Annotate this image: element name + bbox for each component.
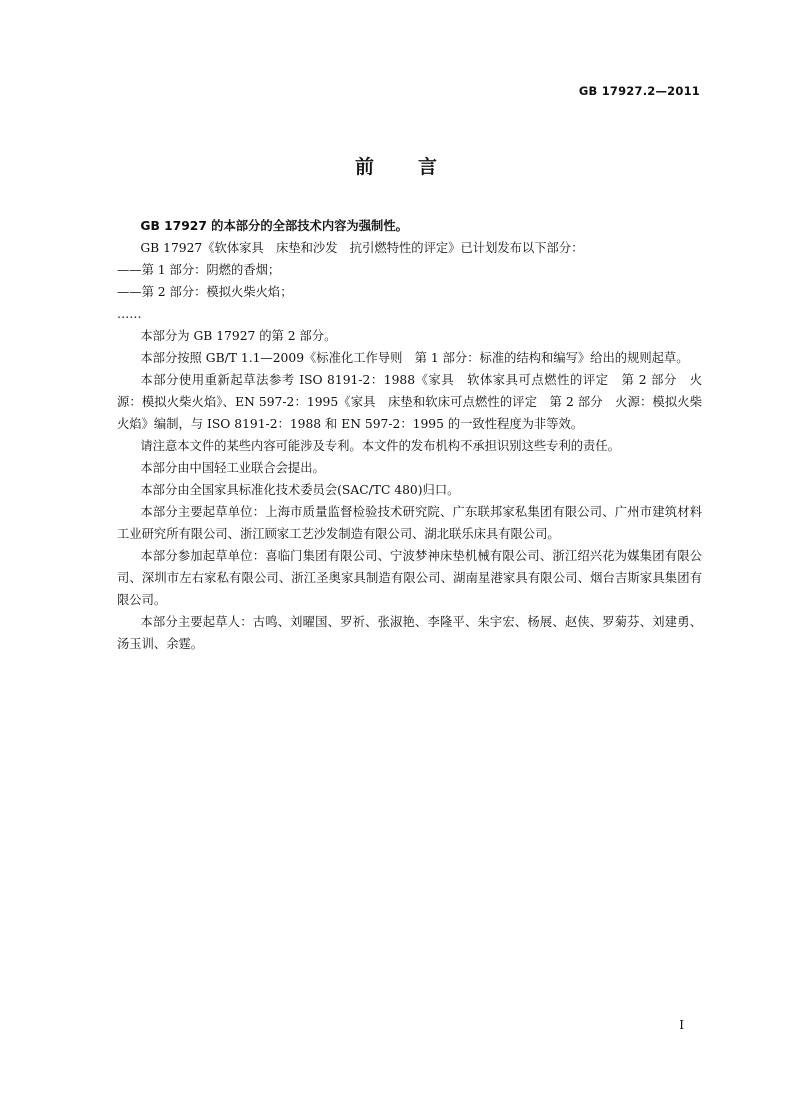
list-item-part2: ——第 2 部分：模拟火柴火焰； <box>117 285 293 299</box>
paragraph-proposer: 本部分由中国轻工业联合会提出。 <box>140 461 325 475</box>
paragraph-parts-intro: GB 17927《软体家具 床垫和沙发 抗引燃特性的评定》已计划发布以下部分： <box>140 241 584 255</box>
paragraph-reference: 本部分使用重新起草法参考 ISO 8191-2：1988《家具 软体家具可点燃性的评定 第 2 部分 火源：模拟火柴火焰》、EN 597-2：1995《家具 床垫和软床可点燃性的评定 第 2 部分 火源：模拟火柴火焰》编制，与 ISO 8191-2：1988 和 EN 597-2：1995 的一致性程度为非等效。 <box>117 373 702 431</box>
paragraph-drafters-names: 本部分主要起草人：古鸣、刘曜国、罗祈、张淑艳、李隆平、朱宇宏、杨展、赵侠、罗菊芬、刘建勇、汤玉训、余霆。 <box>117 615 702 651</box>
document-body <box>117 215 702 655</box>
page-number: I <box>679 1018 684 1032</box>
paragraph-drafting-rules: 本部分按照 GB/T 1.1—2009《标准化工作导则 第 1 部分：标准的结构和编写》给出的规则起草。 <box>140 351 689 365</box>
paragraph-participating-drafters: 本部分参加起草单位：喜临门集团有限公司、宁波梦神床垫机械有限公司、浙江绍兴花为媒集团有限公司、深圳市左右家私有限公司、浙江圣奥家具制造有限公司、湖南星港家具有限公司、烟台吉斯家具集团有限公司。 <box>117 549 702 607</box>
paragraph-mandatory: GB 17927 的本部分的全部技术内容为强制性。 <box>140 219 408 233</box>
paragraph-part-number: 本部分为 GB 17927 的第 2 部分。 <box>140 329 337 343</box>
paragraph-main-drafters: 本部分主要起草单位：上海市质量监督检验技术研究院、广东联邦家私集团有限公司、广州市建筑材料工业研究所有限公司、浙江顾家工艺沙发制造有限公司、湖北联乐床具有限公司。 <box>117 505 702 541</box>
paragraph-patent-notice: 请注意本文件的某些内容可能涉及专利。本文件的发布机构不承担识别这些专利的责任。 <box>140 439 620 453</box>
standard-number: GB 17927.2—2011 <box>578 84 700 98</box>
paragraph-committee: 本部分由全国家具标准化技术委员会(SAC/TC 480)归口。 <box>140 483 460 497</box>
list-item-part1: ——第 1 部分：阴燃的香烟； <box>117 263 281 277</box>
list-ellipsis: …… <box>117 307 142 321</box>
page-title: 前言 <box>354 156 481 178</box>
